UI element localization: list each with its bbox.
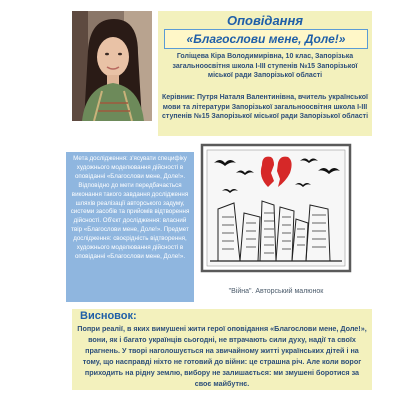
conclusion-text: Попри реалії, в яких вимушені жити герої оповідання «Благослови мене, Доле!», вони, як і багато українців сьогодні, не втрачають сили духу, надії та своїх прагнень. У творі наголошується на звичайному житті українських дітей і на тому, що насправді ніхто не готовий до війни: це страшна річ. Але коли ворог приходить на рідну землю, вибору не залишається: ми змушені боротися за своє майбутнє.: [77, 324, 367, 388]
portrait-image: [72, 11, 152, 121]
drawing-caption: "Війна". Авторський малюнок: [228, 288, 324, 295]
research-goal-text: Мета дослідження: з'ясувати специфіку художнього моделювання дійсності в оповіданні «Благослови мене, Долe!». Відповідно до мети передбачається виконання такого завдання дослідження шляхів реалізації авторського задуму, системи засобів та прийомів відтворення дійсності. Об'єкт дослідження: власний твір «Благослови мене, Доле!». Предмет дослідження: своєрідність відтворення, художнього моделювання дійсності в оповіданні «Благослови мене, Доле!».: [70, 155, 190, 260]
advisor-info: Керівник: Путря Наталя Валентинівна, вчитель української мови та літератури Запорізької загальноосвітня школа І-ІІІ ступенів №15 Запорізької міської ради Запорізької області: [161, 94, 369, 120]
conclusion-panel: [72, 309, 372, 390]
header-panel: [158, 11, 372, 136]
author-info: Голіщева Кіра Володимирівна, 10 клас, Запорізька загальноосвітня школа І-ІІІ ступенів №15 Запорізької міської ради Запорізької області: [172, 53, 358, 79]
conclusion-title: Висновок:: [80, 310, 137, 322]
war-drawing: [200, 143, 352, 273]
research-goal-panel: [66, 152, 194, 302]
genre-title: Оповідання: [226, 13, 304, 28]
author-photo: [72, 11, 152, 121]
story-title: «Благослови мене, Доле!»: [164, 29, 368, 49]
